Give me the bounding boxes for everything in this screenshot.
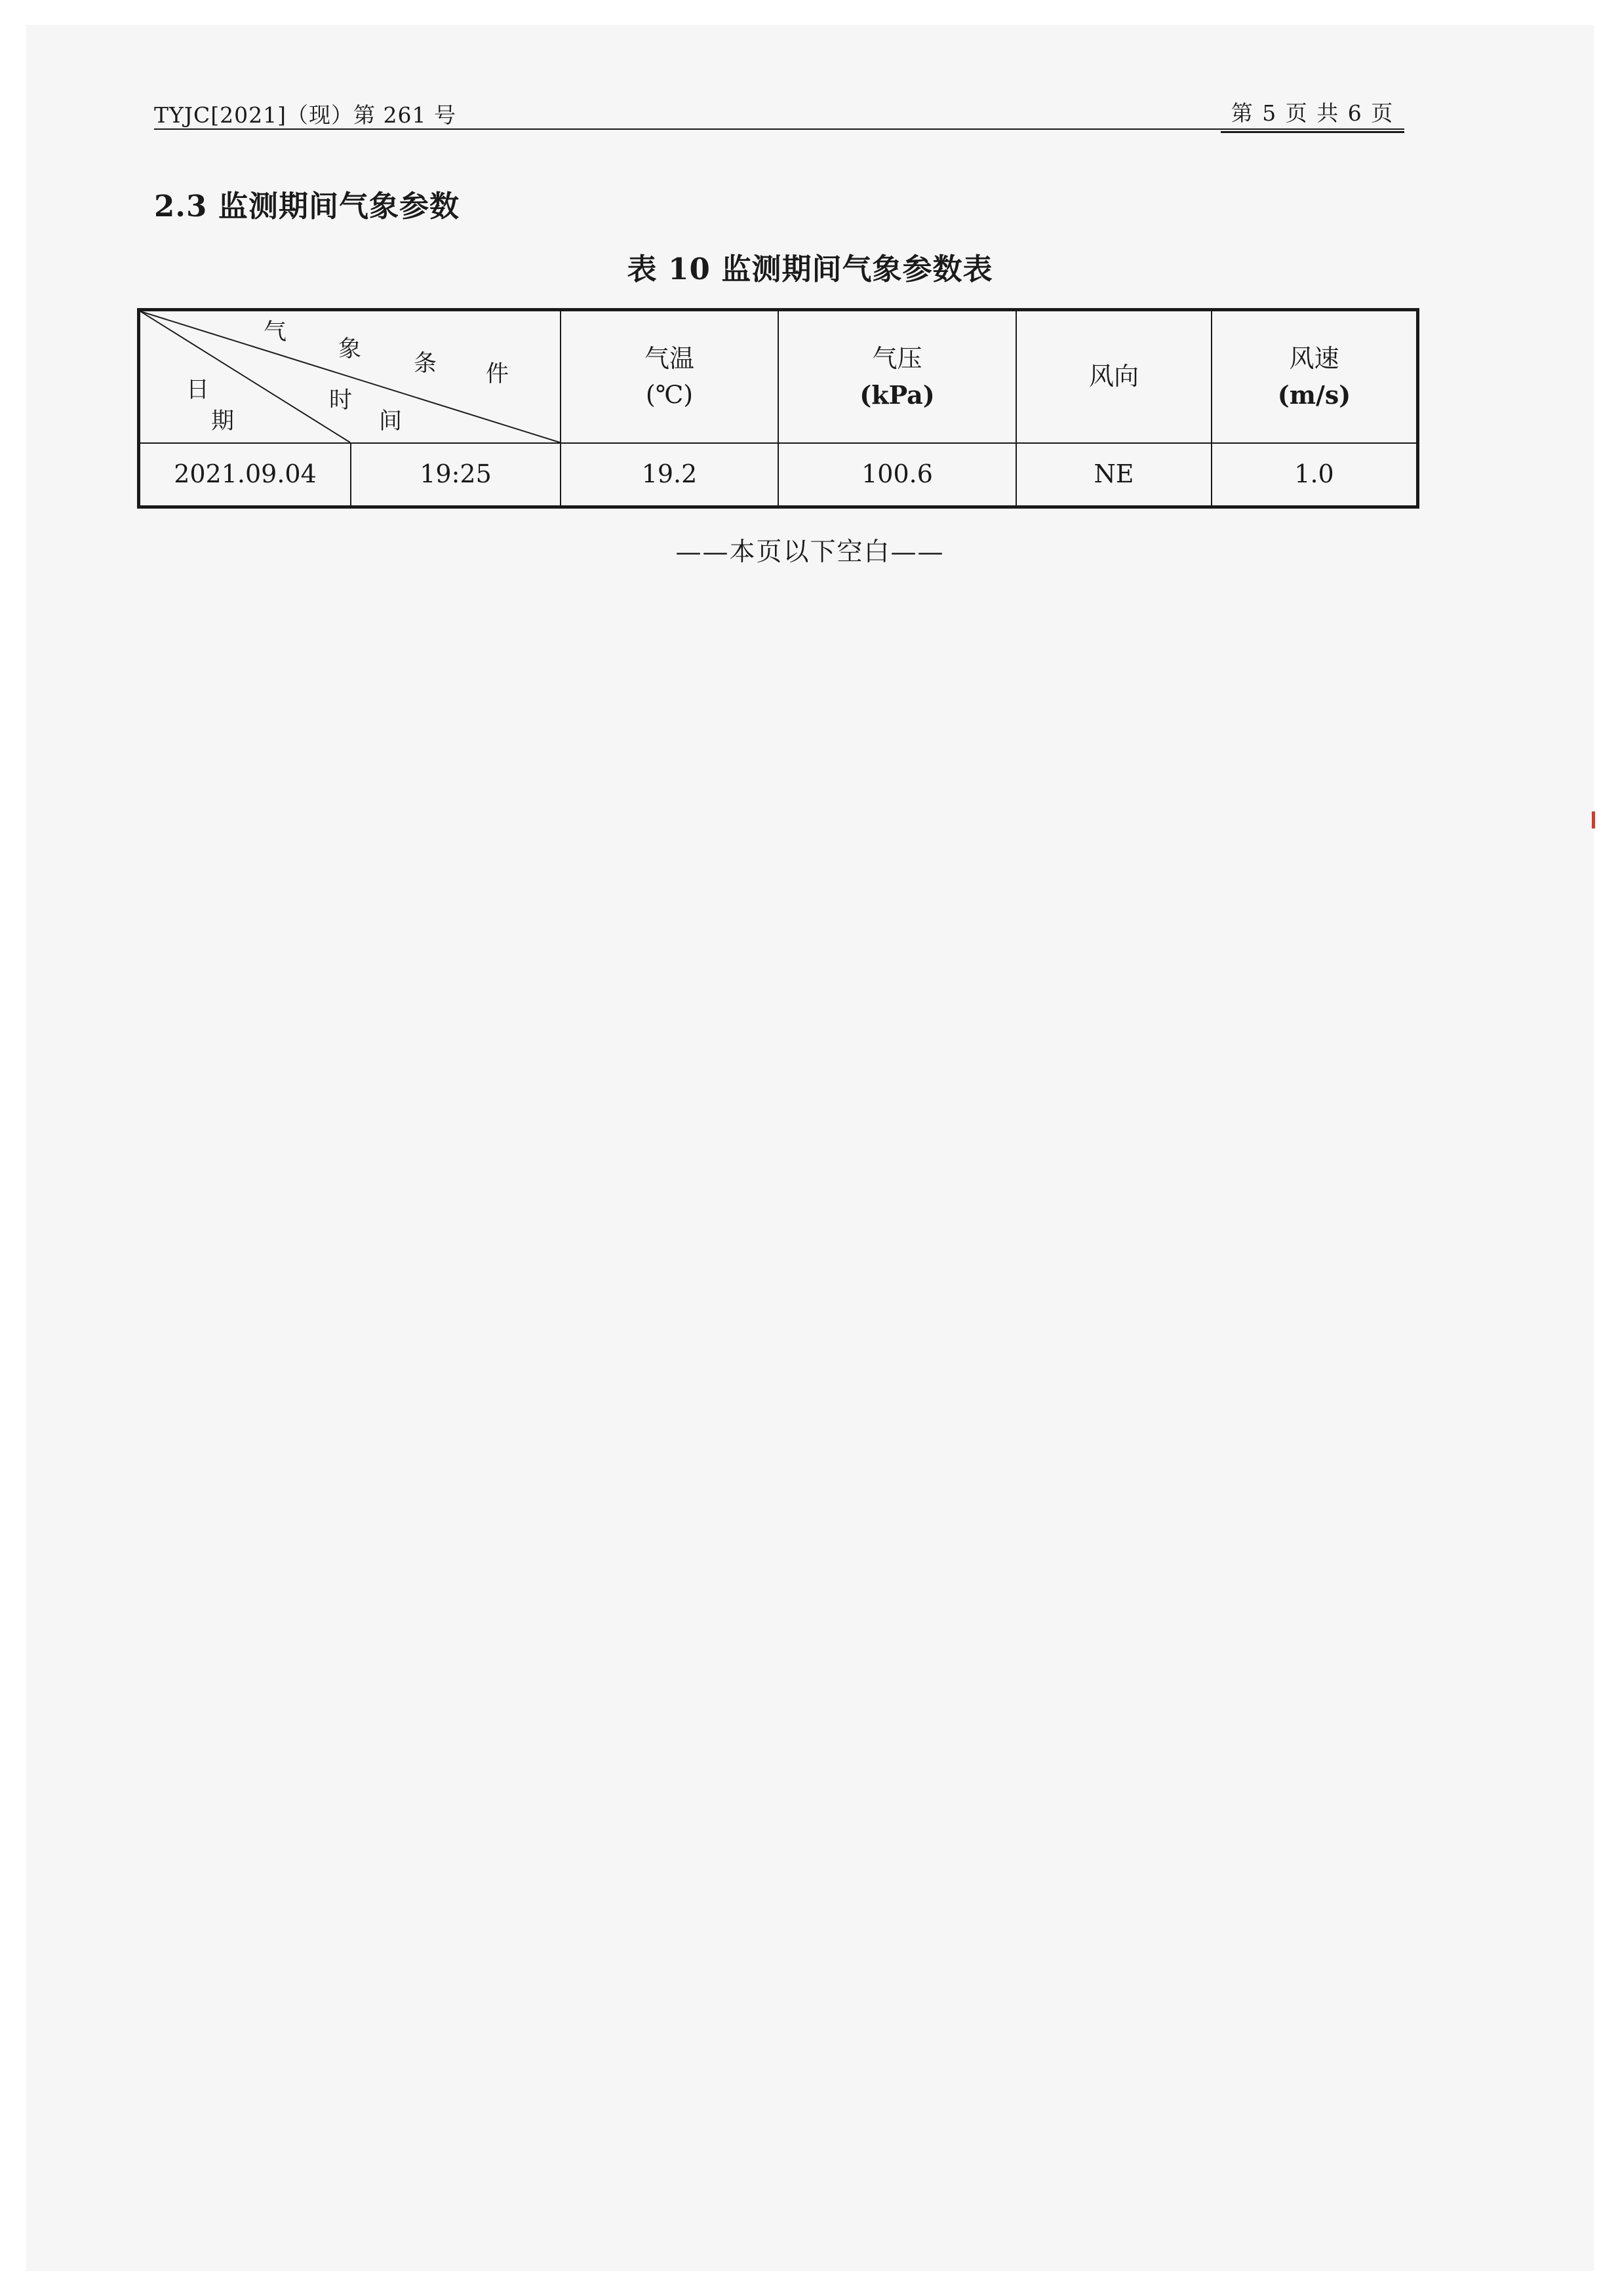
header-temperature [561, 311, 778, 442]
header-temperature-label: 气温 [644, 343, 694, 373]
cell-wind-speed: 1.0 [1294, 459, 1334, 489]
document-id: TYJC[2021]（现）第 261 号 [154, 102, 456, 128]
page-number: 第 5 页 共 6 页 [1231, 100, 1394, 126]
header-wind-direction [1017, 311, 1211, 442]
corner-label-condition-2: 象 [338, 336, 362, 362]
header-pressure [779, 311, 1016, 442]
corner-label-time-2: 间 [379, 408, 403, 435]
weather-table [137, 308, 1419, 509]
header-wind-speed-label: 风速 [1289, 343, 1339, 373]
blank-page-note: ——本页以下空白—— [675, 537, 945, 567]
corner-label-date-1: 日 [186, 377, 210, 403]
header-pressure-unit: (kPa) [859, 380, 935, 410]
section-heading: 2.3 监测期间气象参数 [154, 189, 460, 224]
cell-pressure: 100.6 [861, 459, 933, 489]
header-wind-speed-unit: (m/s) [1277, 380, 1351, 410]
cell-temperature: 19.2 [641, 459, 698, 489]
header-wind-speed [1212, 311, 1416, 442]
cell-wind-direction: NE [1094, 459, 1134, 489]
corner-label-condition-4: 件 [486, 361, 509, 387]
corner-label-date-2: 期 [211, 408, 235, 435]
cell-date: 2021.09.04 [174, 459, 317, 489]
header-rule [154, 128, 1404, 130]
table-caption: 表 10 监测期间气象参数表 [627, 252, 993, 286]
page-number-underline [1221, 131, 1404, 133]
seal-edge-mark [1592, 811, 1595, 828]
header-wind-direction-label: 风向 [1088, 362, 1139, 391]
corner-label-condition-1: 气 [264, 319, 287, 345]
diagonal-line-lower [140, 311, 353, 442]
corner-label-time-1: 时 [329, 387, 353, 414]
header-temperature-unit: (℃) [645, 380, 694, 409]
header-pressure-label: 气压 [872, 343, 922, 373]
corner-label-condition-3: 条 [414, 351, 437, 377]
cell-time: 19:25 [420, 459, 492, 489]
